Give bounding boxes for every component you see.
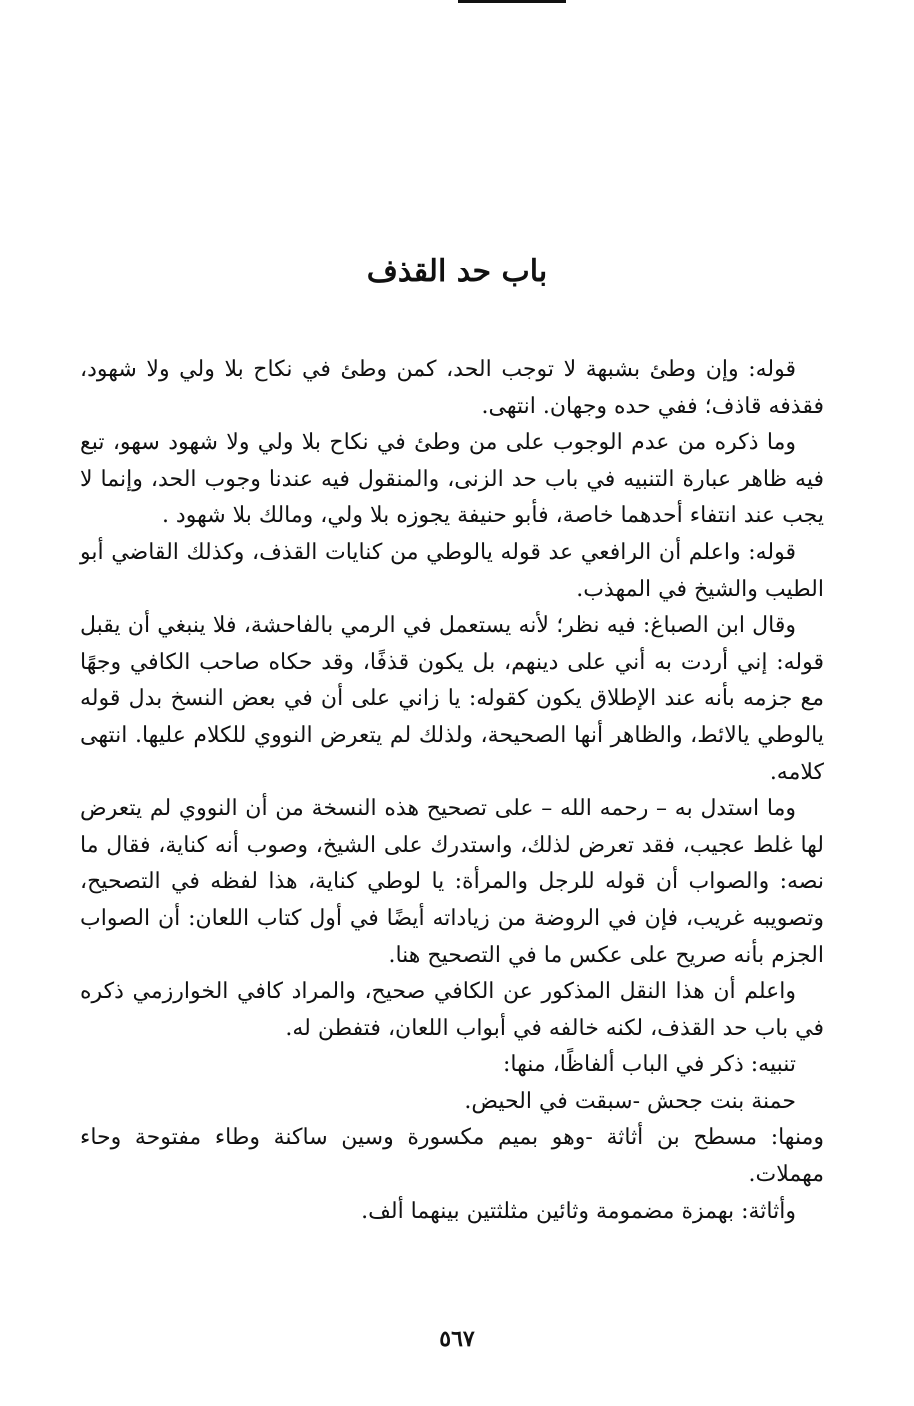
body-text xyxy=(80,352,824,1230)
chapter-title: باب حد القذف xyxy=(366,254,548,289)
paragraph-5: وما استدل به – رحمه الله – على تصحيح هذه النسخة من أن النووي لم يتعرض لها غلط عجيب، فقد تعرض لذلك، واستدرك على الشيخ، وصوب أنه كناية، فقال ما نصه: والصواب أن قوله للرجل والمرأة: يا لوطي كناية، هذا لفظه في التصحيح، وتصويبه غريب، فإن في الروضة من زياداته أيضًا في أول كتاب اللعان: أن الصواب الجزم بأنه صريح على عكس ما في التصحيح هنا. xyxy=(80,796,824,968)
paragraph-3: قوله: واعلم أن الرافعي عد قوله يالوطي من كنايات القذف، وكذلك القاضي أبو الطيب والشيخ في المهذب. xyxy=(80,539,824,602)
top-rule xyxy=(458,0,566,3)
paragraph-6: واعلم أن هذا النقل المذكور عن الكافي صحيح، والمراد كافي الخوارزمي ذكره في باب حد القذف، لكنه خالفه في أبواب اللعان، فتفطن له. xyxy=(80,979,824,1041)
paragraph-4: وقال ابن الصباغ: فيه نظر؛ لأنه يستعمل في الرمي بالفاحشة، فلا ينبغي أن يقبل قوله: إني أردت به أني على دينهم، بل يكون قذفًا، وقد حكاه صاحب الكافي وجهًا مع جزمه بأنه عند الإطلاق يكون كقوله: يا زاني على أن في بعض النسخ بدل قوله يالوطي يالائط، والظاهر أنها الصحيحة، ولذلك لم يتعرض النووي للكلام عليها. انتهى كلامه. xyxy=(80,613,824,785)
page-number: ٥٦٧ xyxy=(439,1326,475,1352)
paragraph-7: تنبيه: ذكر في الباب ألفاظًا، منها: xyxy=(503,1052,796,1078)
paragraph-10: وأثاثة: بهمزة مضمومة وثائين مثلثتين بينهما ألف. xyxy=(361,1198,796,1224)
paragraph-9: ومنها: مسطح بن أثاثة -وهو بميم مكسورة وسين ساكنة وطاء مفتوحة وحاء مهملات. xyxy=(80,1125,824,1188)
paragraph-2: وما ذكره من عدم الوجوب على من وطئ في نكاح بلا ولي ولا شهود سهو، تبع فيه ظاهر عبارة التنبيه في باب حد الزنى، والمنقول فيه عندنا وجوب الحد، وإنما لا يجب عند انتفاء أحدهما خاصة، فأبو حنيفة يجوزه بلا ولي، ومالك بلا شهود . xyxy=(80,430,824,529)
paragraph-8: حمنة بنت جحش -سبقت في الحيض. xyxy=(464,1088,796,1114)
paragraph-1: قوله: وإن وطئ بشبهة لا توجب الحد، كمن وطئ في نكاح بلا ولي ولا شهود، فقذفه قاذف؛ ففي حده وجهان. انتهى. xyxy=(80,357,824,419)
